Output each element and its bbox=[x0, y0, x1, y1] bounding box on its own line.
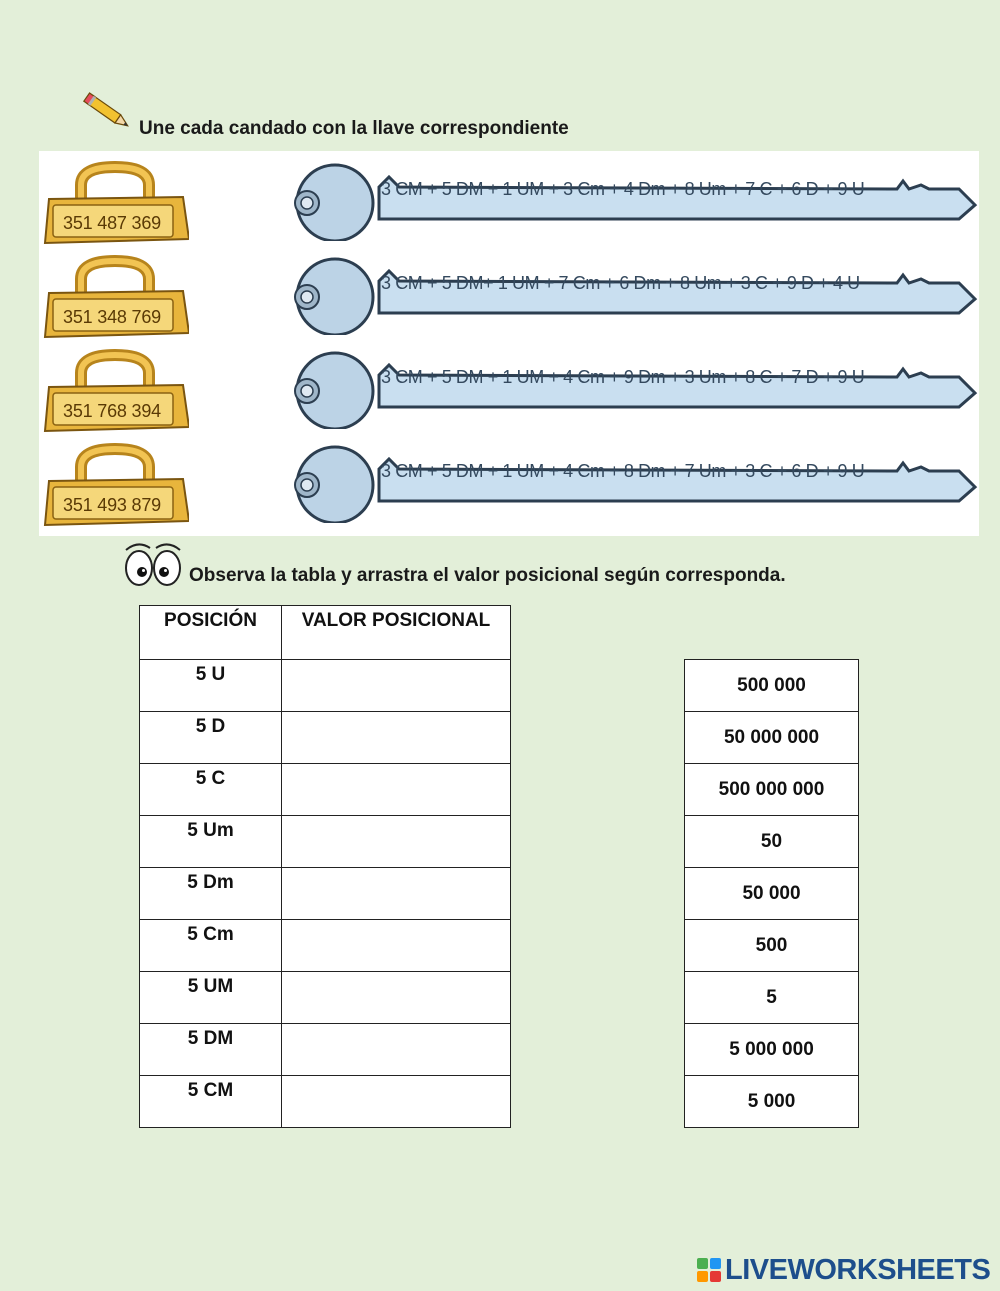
table-row bbox=[140, 712, 511, 764]
table-row bbox=[140, 660, 511, 712]
lock-number: 351 768 394 bbox=[63, 401, 161, 421]
lock[interactable] bbox=[43, 347, 189, 433]
position-cell: 5 U bbox=[140, 660, 282, 712]
key-expression: 3 CM + 5 DM + 1 UM + 4 Cm + 9 Dm + 3 Um + 8 C + 7 D + 9 U bbox=[381, 367, 865, 387]
header-place-value: VALOR POSICIONAL bbox=[282, 606, 511, 660]
position-table bbox=[139, 605, 511, 1128]
header-position: POSICIÓN bbox=[140, 606, 282, 660]
brand-name: LIVEWORKSHEETS bbox=[725, 1253, 991, 1286]
table-header-row bbox=[140, 606, 511, 660]
lock-number: 351 493 879 bbox=[63, 495, 161, 515]
table-row bbox=[140, 764, 511, 816]
drop-target-cell[interactable] bbox=[282, 712, 511, 764]
value-options-table bbox=[684, 659, 859, 1128]
draggable-value[interactable]: 50 bbox=[685, 816, 859, 868]
puzzle-row bbox=[39, 245, 979, 339]
draggable-value[interactable]: 5 bbox=[685, 972, 859, 1024]
drop-target-cell[interactable] bbox=[282, 1024, 511, 1076]
puzzle-row bbox=[39, 433, 979, 527]
puzzle-row bbox=[39, 151, 979, 245]
liveworksheets-logo bbox=[697, 1253, 990, 1287]
lock-number: 351 348 769 bbox=[63, 307, 161, 327]
position-cell: 5 UM bbox=[140, 972, 282, 1024]
draggable-value[interactable]: 500 000 000 bbox=[685, 764, 859, 816]
drop-target-cell[interactable] bbox=[282, 1076, 511, 1128]
lock[interactable] bbox=[43, 441, 189, 527]
draggable-value[interactable]: 5 000 bbox=[685, 1076, 859, 1128]
position-cell: 5 Um bbox=[140, 816, 282, 868]
table-row bbox=[140, 816, 511, 868]
position-cell: 5 D bbox=[140, 712, 282, 764]
instruction-match: Une cada candado con la llave correspondiente bbox=[139, 118, 569, 139]
position-cell: 5 DM bbox=[140, 1024, 282, 1076]
key-expression: 3 CM + 5 DM + 1 UM + 3 Cm + 4 Dm + 8 Um + 7 C + 6 D + 9 U bbox=[381, 179, 865, 199]
position-cell: 5 CM bbox=[140, 1076, 282, 1128]
drop-target-cell[interactable] bbox=[282, 764, 511, 816]
key-expression: 3 CM + 5 DM + 1 UM + 4 Cm + 8 Dm + 7 Um + 3 C + 6 D + 9 U bbox=[381, 461, 865, 481]
position-cell: 5 Cm bbox=[140, 920, 282, 972]
puzzle-row bbox=[39, 339, 979, 433]
drop-target-cell[interactable] bbox=[282, 816, 511, 868]
pencil-icon bbox=[82, 90, 134, 134]
draggable-value[interactable]: 5 000 000 bbox=[685, 1024, 859, 1076]
drop-target-cell[interactable] bbox=[282, 920, 511, 972]
lock[interactable] bbox=[43, 253, 189, 339]
table-row bbox=[140, 1076, 511, 1128]
draggable-value[interactable]: 50 000 000 bbox=[685, 712, 859, 764]
draggable-value[interactable]: 50 000 bbox=[685, 868, 859, 920]
logo-mark-icon bbox=[697, 1258, 721, 1282]
eyes-icon bbox=[122, 540, 184, 588]
draggable-value[interactable]: 500 000 bbox=[685, 660, 859, 712]
drop-target-cell[interactable] bbox=[282, 972, 511, 1024]
table-row bbox=[140, 920, 511, 972]
key-expression: 3 CM + 5 DM+ 1 UM + 7 Cm + 6 Dm + 8 Um + 3 C + 9 D + 4 U bbox=[381, 273, 860, 293]
drop-target-cell[interactable] bbox=[282, 868, 511, 920]
position-cell: 5 C bbox=[140, 764, 282, 816]
lock-key-puzzle bbox=[39, 151, 979, 536]
table-row bbox=[140, 1024, 511, 1076]
lock-number: 351 487 369 bbox=[63, 213, 161, 233]
lock[interactable] bbox=[43, 159, 189, 245]
table-row bbox=[140, 972, 511, 1024]
drop-target-cell[interactable] bbox=[282, 660, 511, 712]
instruction-table: Observa la tabla y arrastra el valor posicional según corresponda. bbox=[189, 565, 786, 586]
draggable-value[interactable]: 500 bbox=[685, 920, 859, 972]
position-cell: 5 Dm bbox=[140, 868, 282, 920]
table-row bbox=[140, 868, 511, 920]
